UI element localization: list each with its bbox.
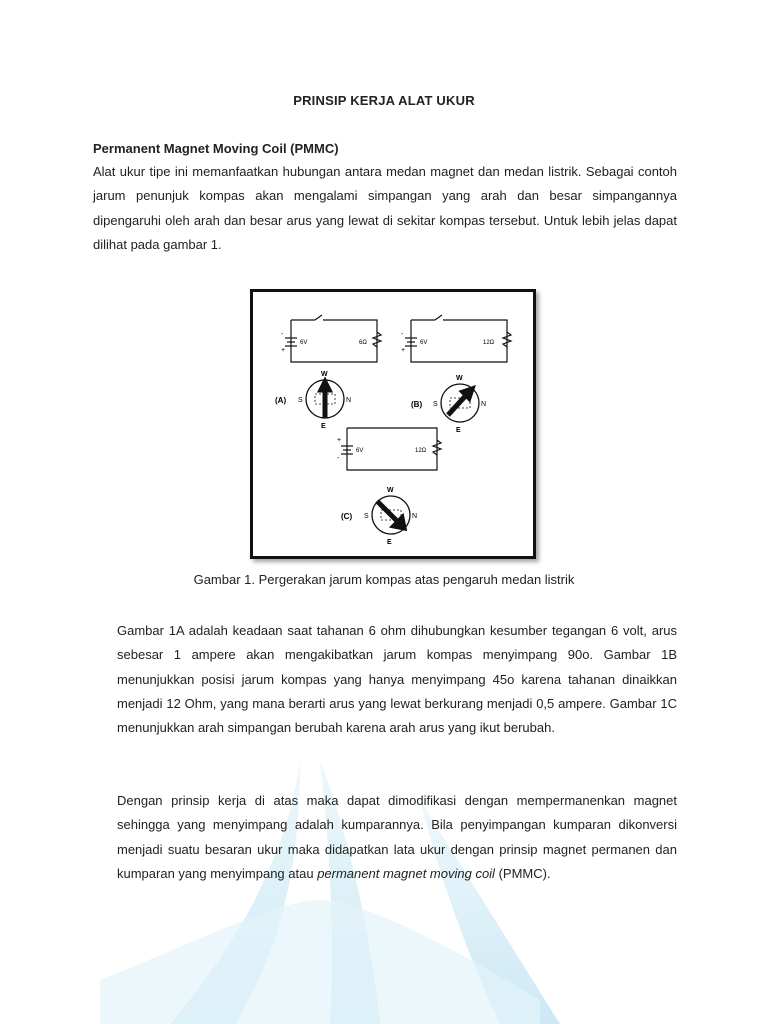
- resistor-c-label: 12Ω: [415, 448, 427, 454]
- minus-sign-c: -: [337, 455, 340, 462]
- battery-c-label: 6V: [356, 448, 364, 454]
- plus-sign-a: +: [281, 347, 286, 354]
- compass-a-west: W: [321, 371, 328, 378]
- compass-c-east: E: [387, 539, 392, 546]
- paragraph-intro: Alat ukur tipe ini memanfaatkan hubungan antara medan magnet dan medan listrik. Sebagai contoh jarum penunjuk kompas akan mengalami simpangan yang arah dan besar simpangannya dipengaruhi oleh arah dan besar arus yang lewat di sekitar kompas tersebut. Untuk lebih jelas dapat dilihat pada gambar 1.: [93, 164, 677, 252]
- paragraph-conclusion-suffix: (PMMC).: [494, 865, 551, 881]
- minus-sign-a: -: [281, 331, 284, 338]
- resistor-a-label: 6Ω: [359, 340, 367, 346]
- compass-b-north: N: [481, 401, 487, 408]
- compass-b: [441, 384, 479, 422]
- circuit-b-label: (B): [411, 400, 423, 409]
- compass-a-south: S: [298, 397, 303, 404]
- paragraph-explanation: Gambar 1A adalah keadaan saat tahanan 6 ohm dihubungkan kesumber tegangan 6 volt, arus sebesar 1 ampere akan mengakibatkan jarum kompas menyimpang 90o. Gambar 1B menunjukkan posisi jarum kompas yang hanya menyimpang 45o karena tahanan dinaikkan menjadi 12 Ohm, yang mana berarti arus yang lewat berkurang menjadi 0,5 ampere. Gambar 1C menunjukkan arah simpangan berubah karena arah arus yang ikut berubah.: [117, 623, 677, 736]
- compass-c-north: N: [412, 513, 418, 520]
- paragraph-conclusion-text: Dengan prinsip kerja di atas maka dapat dimodifikasi dengan mempermanenkan magnet sehingga yang menyimpang adalah kumparannya. Bila penyimpangan kumparan dikonversi menjadi suatu besaran ukur maka didapatkan lata ukur dengan prinsip magnet permanen dan kumparan yang menyimpang atau: [117, 793, 677, 881]
- compass-c: [372, 496, 410, 534]
- paragraph-conclusion-italic: permanent magnet moving coil: [317, 865, 495, 881]
- compass-a-north: N: [346, 397, 352, 404]
- compass-b-east: E: [456, 427, 461, 434]
- minus-sign-b: -: [401, 331, 404, 338]
- figure-compass-circuits: [250, 289, 536, 559]
- figure-caption: Gambar 1. Pergerakan jarum kompas atas pengaruh medan listrik: [193, 572, 575, 587]
- compass-b-west: W: [456, 375, 463, 382]
- page-title: PRINSIP KERJA ALAT UKUR: [293, 93, 475, 108]
- resistor-b-label: 12Ω: [483, 340, 495, 346]
- circuit-c-label: (C): [341, 512, 353, 521]
- circuit-diagram: [253, 292, 533, 556]
- plus-sign-c: +: [337, 437, 342, 444]
- plus-sign-b: +: [401, 347, 406, 354]
- battery-a-label: 6V: [300, 340, 308, 346]
- compass-a-east: E: [321, 423, 326, 430]
- circuit-a: [285, 315, 381, 362]
- compass-b-south: S: [433, 401, 438, 408]
- compass-c-south: S: [364, 513, 369, 520]
- compass-c-west: W: [387, 487, 394, 494]
- section-heading: Permanent Magnet Moving Coil (PMMC): [93, 141, 339, 156]
- circuit-a-label: (A): [275, 396, 287, 405]
- battery-b-label: 6V: [420, 340, 428, 346]
- paragraph-conclusion: [117, 789, 677, 886]
- compass-a: [306, 380, 344, 418]
- circuit-b: [405, 315, 511, 362]
